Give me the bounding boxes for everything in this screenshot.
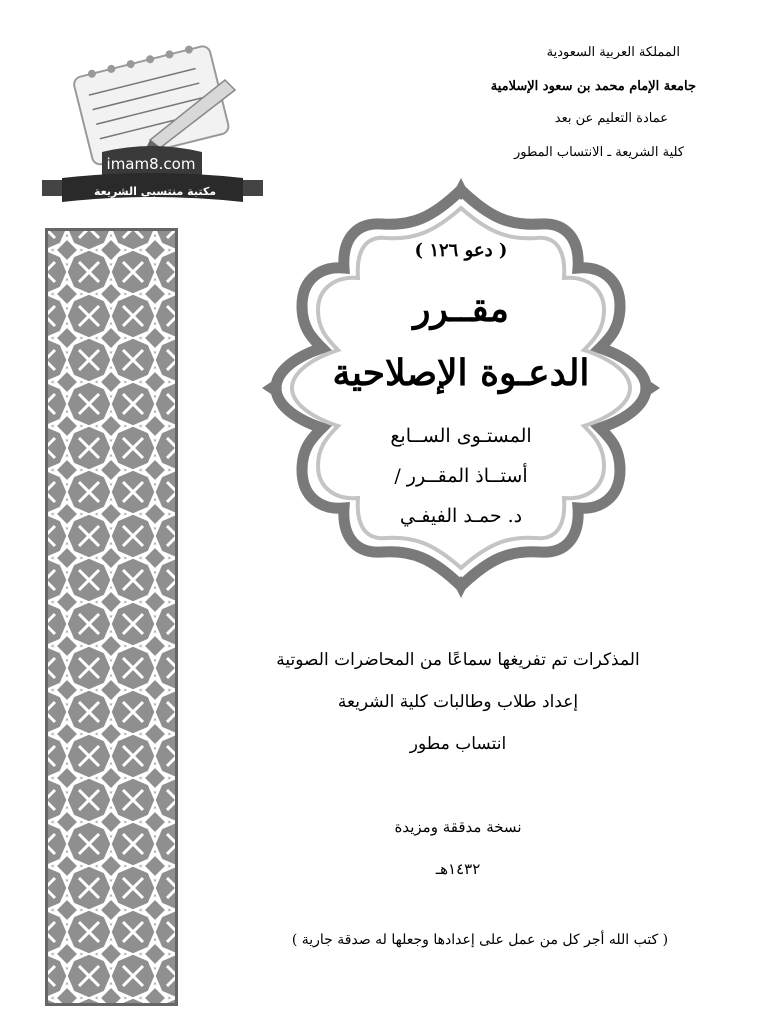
course-level: المستـوى الســابع	[390, 425, 532, 447]
decorative-pattern-strip	[45, 228, 178, 1006]
logo-url-text: imam8.com	[106, 155, 196, 173]
edition-label: نسخة مدققة ومزيدة	[394, 818, 522, 836]
instructor-title: أستــاذ المقــرر /	[394, 465, 528, 487]
notes-line-1: المذكرات تم تفريغها سماعًا من المحاضرات الصوتية	[276, 650, 640, 670]
edition-year: ١٤٣٢هـ	[435, 860, 481, 878]
notes-line-3: انتساب مطور	[409, 734, 507, 754]
instructor-name: د. حمـد الفيفـي	[399, 505, 523, 527]
course-name: الدعـوة الإصلاحية	[332, 352, 590, 394]
header-college: كلية الشريعة ـ الانتساب المطور	[513, 145, 684, 160]
closing-dua: ( كتب الله أجر كل من عمل على إعدادها وجعلها له صدقة جارية )	[291, 932, 669, 948]
header-country: المملكة العربية السعودية	[546, 45, 680, 60]
course-label: مقــرر	[413, 288, 509, 330]
header-deanship: عمادة التعليم عن بعد	[554, 111, 668, 126]
notes-line-2: إعداد طلاب وطالبات كلية الشريعة	[337, 692, 579, 712]
header-university: جامعة الإمام محمد بن سعود الإسلامية	[490, 79, 696, 94]
course-code: ( دعو ١٢٦ )	[414, 240, 508, 261]
logo-subtitle: مكتبة منتسبي الشريعة	[93, 185, 217, 198]
